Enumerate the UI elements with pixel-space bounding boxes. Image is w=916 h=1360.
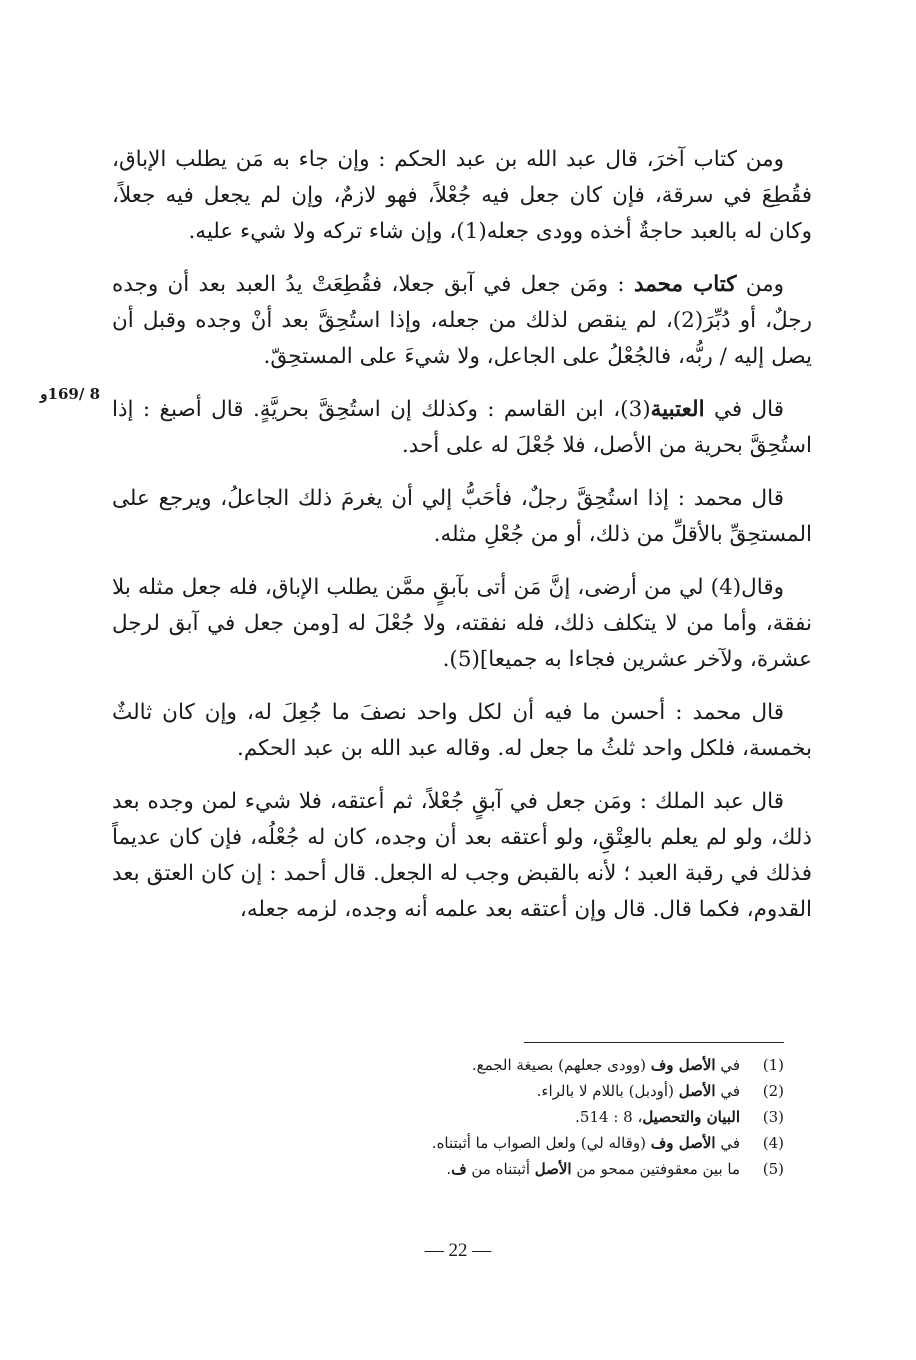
footnote-number: (1) — [762, 1056, 784, 1074]
paragraph — [112, 142, 812, 250]
footnotes — [112, 1052, 784, 1182]
source-reference: البيان والتحصيل — [642, 1108, 740, 1126]
source-reference: الأصل وف — [650, 1056, 716, 1074]
text-segment: وقال(4) لي من أرضى، إنَّ مَن أتى بآبقٍ ممَّن يطلب الإباق، فله جعل مثله بلا نفقة، وأما من لا يتكلف ذلك، فله نفقته، ولا جُعْلَ له [ومن جعل في آبق لرجل عشرة، ولآخر عشرين فجاءا به جميعا](5). — [112, 575, 812, 672]
text-segment: ما بين معقوفتين ممحو من — [571, 1160, 740, 1178]
text-segment: قال محمد : إذا استُحِقَّ رجلٌ، فأحَبُّ إلي أن يغرمَ ذلك الجاعلُ، ويرجع على المستحِقِّ بالأقلِّ من ذلك، أو من جُعْلِ مثله. — [112, 486, 812, 547]
footnote — [112, 1130, 784, 1156]
paragraph — [112, 695, 812, 767]
text-segment: ومن كتاب آخرَ، قال عبد الله بن عبد الحكم : وإن جاء به مَن يطلب الإباق، فقُطِعَ في سرقة، فإن كان جعل فيه جُعْلاً، فهو لازمٌ، وإن لم يجعل فيه جعلاً، وكان له بالعبد حاجةٌ أخذه وودى جعله(1)، وإن شاء تركه ولا شيء عليه. — [112, 147, 812, 244]
text-segment: (وقاله لي) ولعل الصواب ما أثبتناه. — [431, 1134, 651, 1152]
text-segment: : ومَن جعل في آبق جعلا، فقُطِعَتْ يدُ العبد بعد أن وجده رجلٌ، أو دُبِّرَ(2)، لم ينقص لذلك من جعله، وإذا استُحِقَّ بعد أنْ وجده وقبل أن يصل إليه / ربُّه، فالجُعْلُ على الجاعل، ولا شيءَ على المستحِقّ. — [112, 272, 812, 369]
footnote-text — [112, 1078, 740, 1104]
text-segment: (أودبل) باللام لا بالراء. — [536, 1082, 679, 1100]
text-segment: (3)، ابن القاسم : وكذلك إن استُحِقَّ بحريَّةٍ. قال أصبغ : إذا استُحِقَّ بحرية من الأصل، فلا جُعْلَ له على أحد. — [112, 397, 812, 458]
paragraph — [112, 570, 812, 678]
paragraph — [112, 784, 812, 928]
footnote-text — [112, 1130, 740, 1156]
source-reference: ف — [451, 1160, 467, 1178]
paragraph — [112, 267, 812, 375]
page-number: — 22 — — [424, 1240, 492, 1261]
book-reference: كتاب محمد — [633, 272, 737, 297]
text-segment: ومن — [736, 272, 785, 297]
text-segment: قال في — [704, 397, 784, 422]
footnote — [112, 1156, 784, 1182]
text-segment: أثبتناه من — [466, 1160, 535, 1178]
footnote-divider — [524, 1042, 784, 1043]
text-segment: في — [715, 1082, 740, 1100]
text-segment: ، 8 : 514. — [575, 1108, 643, 1126]
text-segment: في — [715, 1134, 740, 1152]
manuscript-folio-note: 8 /169و — [40, 385, 100, 403]
footnote — [112, 1052, 784, 1078]
text-segment: في — [715, 1056, 740, 1074]
footnote-number: (3) — [762, 1108, 784, 1126]
paragraph — [112, 481, 812, 553]
text-segment: قال عبد الملك : ومَن جعل في آبقٍ جُعْلاً، ثم أعتقه، فلا شيء لمن وجده بعد ذلك، ولو لم يعلم بالعِتْقِ، ولو أعتقه بعد أن وجده، كان له جُعْلُه، فإن كان عديماً فذلك في رقبة العبد ؛ لأنه بالقبض وجب له الجعل. قال أحمد : إن كان العتق بعد القدوم، فكما قال. قال وإن أعتقه بعد علمه أنه وجده، لزمه جعله، — [112, 789, 812, 922]
paragraph — [112, 392, 812, 464]
text-segment: . — [446, 1160, 452, 1178]
source-reference: الأصل وف — [650, 1134, 716, 1152]
source-reference: الأصل — [678, 1082, 716, 1100]
footnote-text — [112, 1156, 740, 1182]
footnote-number: (2) — [762, 1082, 784, 1100]
source-reference: الأصل — [534, 1160, 572, 1178]
footnote-text — [112, 1052, 740, 1078]
text-segment: قال محمد : أحسن ما فيه أن لكل واحد نصفَ ما جُعِلَ له، وإن كان ثالثٌ بخمسة، فلكل واحد ثلثُ ما جعل له. وقاله عبد الله بن عبد الحكم. — [112, 700, 812, 761]
main-text — [112, 142, 812, 945]
footnote-text — [112, 1104, 740, 1130]
footnote — [112, 1104, 784, 1130]
footnote-number: (5) — [762, 1160, 784, 1178]
text-segment: (وودى جعلهم) بصيغة الجمع. — [471, 1056, 651, 1074]
footnote — [112, 1078, 784, 1104]
footnote-number: (4) — [762, 1134, 784, 1152]
book-reference: العتبية — [650, 397, 705, 422]
